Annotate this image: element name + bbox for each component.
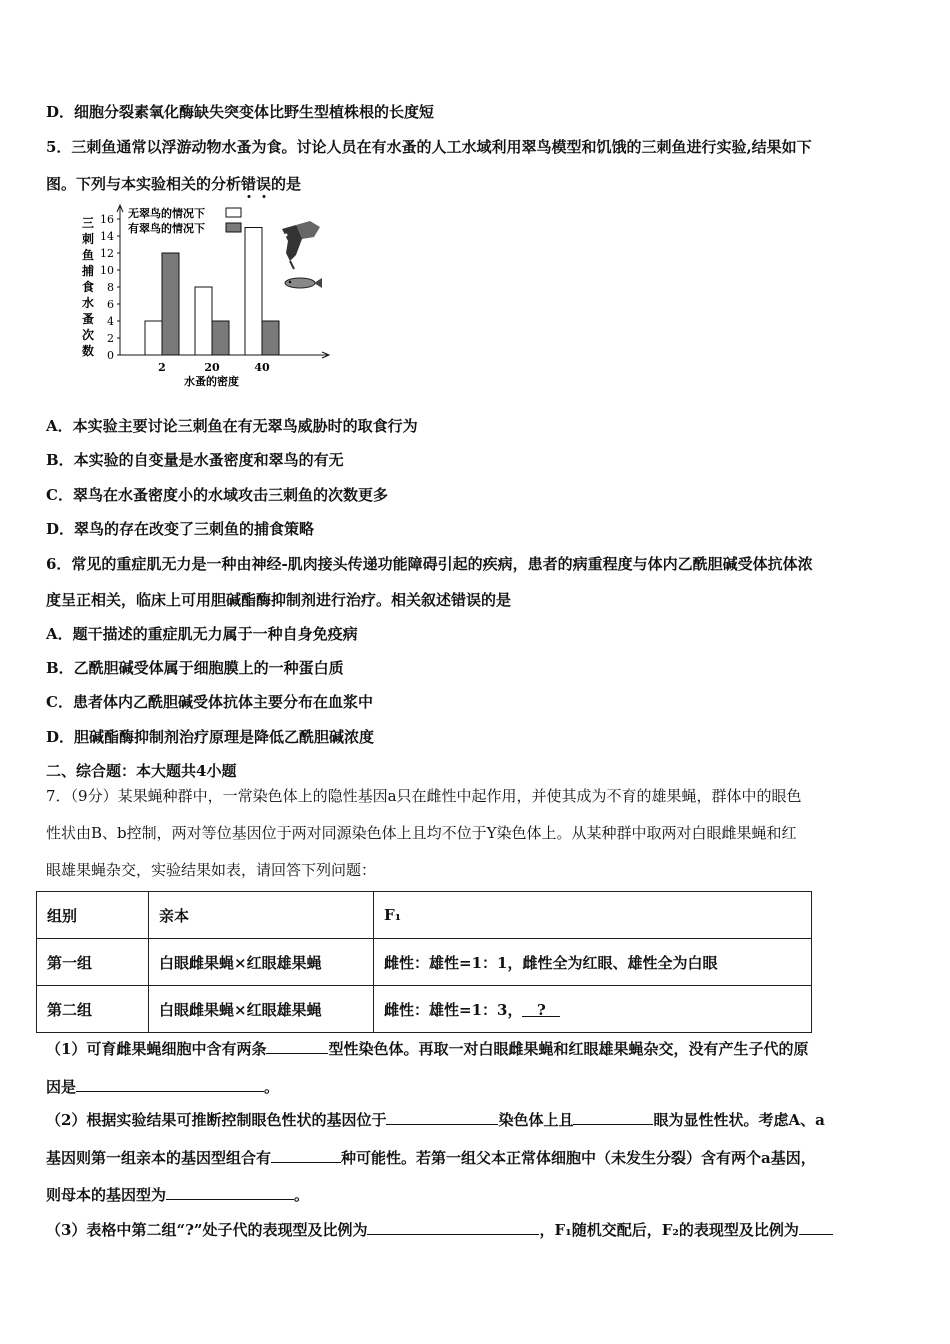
bar xyxy=(162,253,179,355)
answer-blank[interactable] xyxy=(367,1219,539,1235)
answer-blank[interactable] xyxy=(573,1109,653,1125)
answer-blank[interactable] xyxy=(386,1109,498,1125)
chart-y-label xyxy=(81,216,94,358)
q7-stem-line1: 7．（9分）某果蝇种群中，一常染色体上的隐性基因a只在雌性中起作用，并使其成为不育的雄果蝇，群体中的眼色 xyxy=(46,787,802,805)
header-parents: 亲本 xyxy=(149,892,374,939)
q7-stem-line2: 性状由B、b控制，两对等位基因位于两对同源染色体上且均不位于Y染色体上。从某种群中取两对白眼雌果蝇和红 xyxy=(46,824,797,842)
kingfisher-illustration xyxy=(282,221,320,269)
q6-option-d: D．胆碱酯酶抑制剂治疗原理是降低乙酰胆碱浓度 xyxy=(46,728,375,746)
y-label-char: 数 xyxy=(82,344,95,358)
cell-f1: 雌性：雄性=1：1，雌性全为红眼、雄性全为白眼 xyxy=(374,939,812,986)
q7-stem-line3: 眼雄果蝇杂交，实验结果如表，请回答下列问题： xyxy=(46,861,377,879)
y-label-char: 刺 xyxy=(82,232,95,246)
q5-stem-line2 xyxy=(46,174,301,194)
q5-option-a: A．本实验主要讨论三刺鱼在有无翠鸟威胁时的取食行为 xyxy=(46,417,418,435)
y-tick-label: 8 xyxy=(107,281,114,294)
legend-label: 无翠鸟的情况下 xyxy=(128,207,205,220)
y-label-char: 捕 xyxy=(82,264,95,278)
q7-results-table xyxy=(36,891,812,1033)
cell-parents: 白眼雌果蝇×红眼雄果蝇 xyxy=(149,939,374,986)
table-row xyxy=(37,986,812,1033)
section-2-heading: 二、综合题：本大题共4小题 xyxy=(46,762,237,780)
q5-option-d: D．翠鸟的存在改变了三刺鱼的捕食策略 xyxy=(46,520,315,538)
y-tick-label: 16 xyxy=(100,213,114,226)
cell-group: 第二组 xyxy=(37,986,149,1033)
x-tick-label: 20 xyxy=(204,361,220,374)
bar xyxy=(262,321,279,355)
q5-option-c: C．翠鸟在水蚤密度小的水域攻击三刺鱼的次数更多 xyxy=(46,486,388,504)
y-label-char: 食 xyxy=(82,280,95,294)
x-tick-label: 2 xyxy=(158,361,166,374)
q4-option-d: D．细胞分裂素氧化酶缺失突变体比野生型植株根的长度短 xyxy=(46,103,435,121)
chart-x-label: 水蚤的密度 xyxy=(184,375,239,388)
q5-emphasis-word: 错误 xyxy=(241,175,271,193)
answer-blank[interactable] xyxy=(271,1147,341,1163)
y-label-char: 蚤 xyxy=(82,312,95,326)
q5-option-b: B．本实验的自变量是水蚤密度和翠鸟的有无 xyxy=(46,451,344,469)
answer-blank[interactable] xyxy=(266,1038,328,1054)
answer-blank[interactable] xyxy=(76,1076,264,1092)
bar xyxy=(145,321,162,355)
legend-swatch xyxy=(226,208,241,217)
cell-f1: 雌性：雄性=1：3， ? xyxy=(374,986,812,1033)
q7-part2-line3: 则母本的基因型为 。 xyxy=(46,1186,310,1204)
answer-blank[interactable] xyxy=(799,1219,833,1235)
q6-option-c: C．患者体内乙酰胆碱受体抗体主要分布在血浆中 xyxy=(46,693,373,711)
chart-bars xyxy=(145,228,279,375)
q7-part2-line1: （2）根据实验结果可推断控制眼色性状的基因位于 染色体上且 眼为显性性状。考虑A、a xyxy=(46,1111,825,1129)
header-f1: F₁ xyxy=(374,892,812,939)
y-tick-label: 12 xyxy=(100,247,114,260)
y-tick-label: 2 xyxy=(107,332,114,345)
cell-group: 第一组 xyxy=(37,939,149,986)
answer-blank[interactable] xyxy=(166,1184,294,1200)
q5-stem-text: 图。下列与本实验相关的分析 xyxy=(46,175,242,193)
q6-option-b: B．乙酰胆碱受体属于细胞膜上的一种蛋白质 xyxy=(46,659,344,677)
fish-feeding-chart xyxy=(76,203,338,389)
q7-part1-line2: 因是 。 xyxy=(46,1078,280,1096)
y-tick-label: 10 xyxy=(100,264,114,277)
stickleback-fish-illustration xyxy=(285,278,322,288)
q6-option-a: A．题干描述的重症肌无力属于一种自身免疫病 xyxy=(46,625,358,643)
q6-stem-line1: 6．常见的重症肌无力是一种由神经-肌肉接头传递功能障碍引起的疾病，患者的病重程度与体内乙酰胆碱受体抗体浓 xyxy=(46,555,813,573)
y-tick-label: 14 xyxy=(100,230,114,243)
answer-blank-question-mark[interactable]: ? xyxy=(522,1001,560,1017)
y-label-char: 次 xyxy=(82,328,95,342)
table-row xyxy=(37,939,812,986)
y-label-char: 三 xyxy=(82,216,95,230)
q7-part2-line2: 基因则第一组亲本的基因型组合有 种可能性。若第一组父本正常体细胞中（未发生分裂）含有两个a基因， xyxy=(46,1149,816,1167)
bar xyxy=(245,228,262,356)
q5-stem-tail: 的是 xyxy=(271,175,302,193)
y-label-char: 鱼 xyxy=(82,248,95,262)
q7-part3-line: （3）表格中第二组“?”处子代的表现型及比例为 ，F₁随机交配后，F₂的表现型及比例为 xyxy=(46,1219,833,1240)
bar xyxy=(195,287,212,355)
legend-swatch xyxy=(226,223,241,232)
header-group: 组别 xyxy=(37,892,149,939)
y-tick-label: 6 xyxy=(107,298,114,311)
bar xyxy=(212,321,229,355)
chart-legend xyxy=(128,206,241,235)
y-label-char: 水 xyxy=(82,296,95,310)
y-tick-label: 4 xyxy=(107,315,114,328)
cell-parents: 白眼雌果蝇×红眼雄果蝇 xyxy=(149,986,374,1033)
q6-stem-line2: 度呈正相关，临床上可用胆碱酯酶抑制剂进行治疗。相关叙述错误的是 xyxy=(46,591,512,609)
q7-part1-line1: （1）可育雌果蝇细胞中含有两条 型性染色体。再取一对白眼雌果蝇和红眼雄果蝇杂交，没有产生子代的原 xyxy=(46,1040,809,1058)
y-tick-label: 0 xyxy=(107,349,114,362)
table-header-row xyxy=(37,892,812,939)
q5-stem-line1: 5．三刺鱼通常以浮游动物水蚤为食。讨论人员在有水蚤的人工水域利用翠鸟模型和饥饿的三刺鱼进行实验,结果如下 xyxy=(46,138,812,156)
x-tick-label: 40 xyxy=(254,361,270,374)
legend-label: 有翠鸟的情况下 xyxy=(128,222,205,235)
